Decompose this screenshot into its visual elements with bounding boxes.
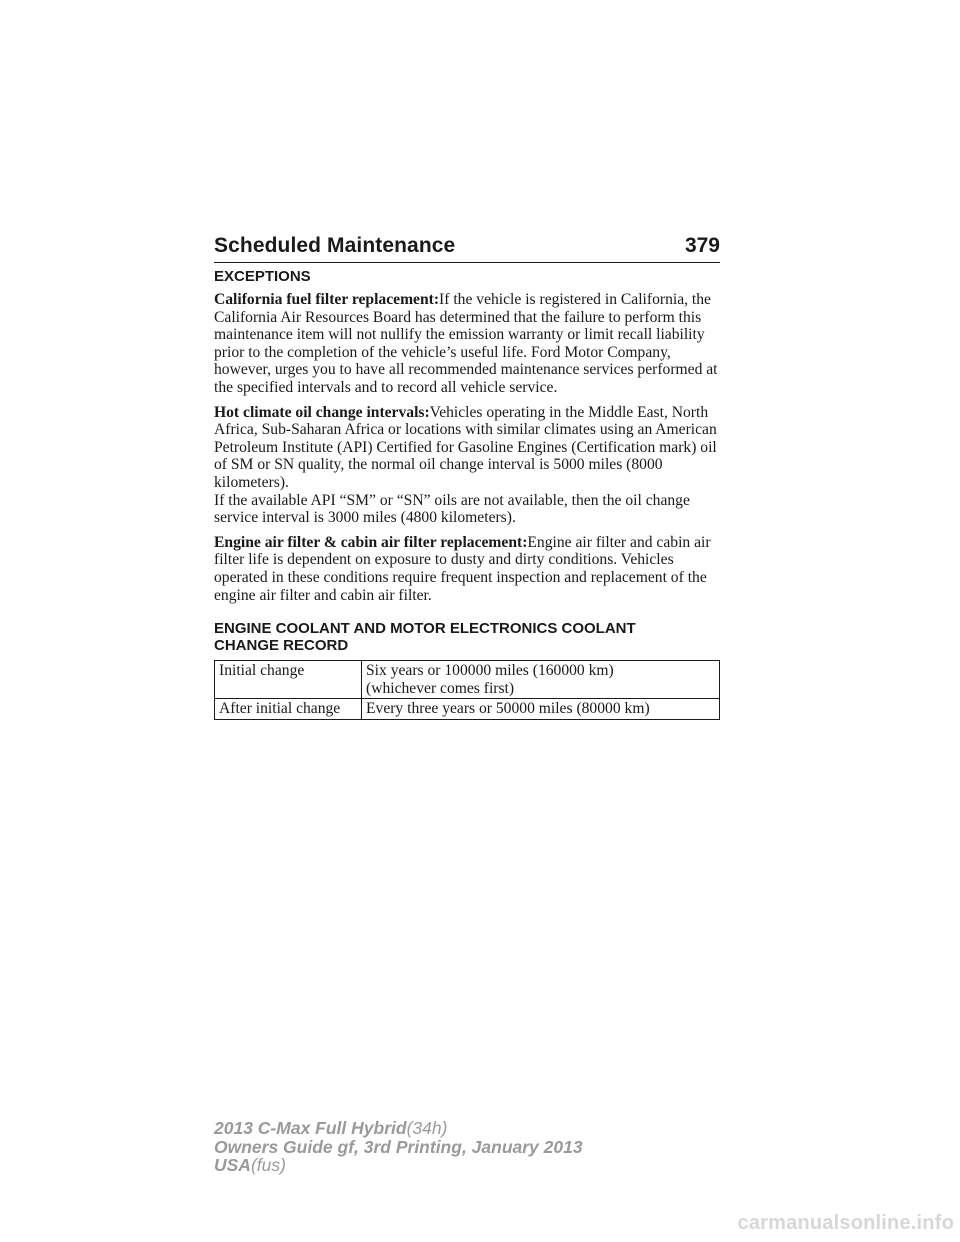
hot-climate-text: Vehicles operating in the Middle East, North Africa, Sub-Saharan Africa or locations with similar climates using an American Petroleum Institute (API) Certified for Gasoline Engines (Certification mark) oil of SM or SN quality, the normal oil change interval is 5000 miles (8000 kilometers). <box>214 403 717 491</box>
table-cell-value <box>362 661 720 699</box>
table-cell-label: After initial change <box>215 699 362 720</box>
table-row <box>215 699 720 720</box>
footer-model-code: (34h) <box>406 1118 448 1138</box>
california-paragraph <box>214 291 724 397</box>
table-row <box>215 661 720 699</box>
footer-market: USA <box>214 1155 251 1175</box>
page-header <box>214 228 720 263</box>
hot-climate-lead: Hot climate oil change intervals: <box>214 403 430 421</box>
page-content <box>214 268 724 720</box>
coolant-heading-line1: ENGINE COOLANT AND MOTOR ELECTRONICS COOLANT <box>214 620 636 638</box>
hot-climate-block <box>214 404 724 527</box>
coolant-table <box>214 660 720 720</box>
coolant-heading-line2: CHANGE RECORD <box>214 637 349 655</box>
table-cell-value-line1: Six years or 100000 miles (160000 km) <box>366 662 614 680</box>
page-number: 379 <box>684 234 720 257</box>
table-cell-value: Every three years or 50000 miles (80000 km) <box>362 699 720 720</box>
exceptions-heading: EXCEPTIONS <box>214 268 311 285</box>
table-cell-label: Initial change <box>215 661 362 699</box>
footer-market-code: (fus) <box>250 1155 286 1175</box>
footer-model: 2013 C-Max Full Hybrid <box>214 1118 407 1138</box>
footer-guide: Owners Guide gf, 3rd Printing, January 2013 <box>214 1136 583 1157</box>
table-cell-value-line2: (whichever comes first) <box>366 679 515 697</box>
air-filter-paragraph <box>214 534 724 604</box>
section-title: Scheduled Maintenance <box>214 234 456 257</box>
document-footer <box>214 1119 583 1175</box>
air-filter-text: Engine air filter and cabin air filter life is dependent on exposure to dusty and dirty conditions. Vehicles operated in these conditions require frequent inspection and replacement of the engine air filter and cabin air filter. <box>214 533 711 604</box>
footer-line-market <box>214 1156 583 1175</box>
air-filter-lead: Engine air filter & cabin air filter replacement: <box>214 533 528 551</box>
footer-line-model <box>214 1119 583 1138</box>
california-text: If the vehicle is registered in California, the California Air Resources Board has determined that the failure to perform this maintenance item will not nullify the emission warranty or limit recall liability prior to the completion of the vehicle’s useful life. Ford Motor Company, however, urges you to have all recommended maintenance services performed at the specified intervals and to record all vehicle service. <box>214 291 718 396</box>
watermark: carmanualsonline.info <box>737 1212 954 1234</box>
coolant-heading <box>214 620 724 654</box>
hot-climate-paragraph-2: If the available API “SM” or “SN” oils are not available, then the oil change service interval is 3000 miles (4800 kilometers). <box>214 491 690 527</box>
california-lead: California fuel filter replacement: <box>214 291 440 308</box>
hot-climate-paragraph <box>214 404 724 492</box>
